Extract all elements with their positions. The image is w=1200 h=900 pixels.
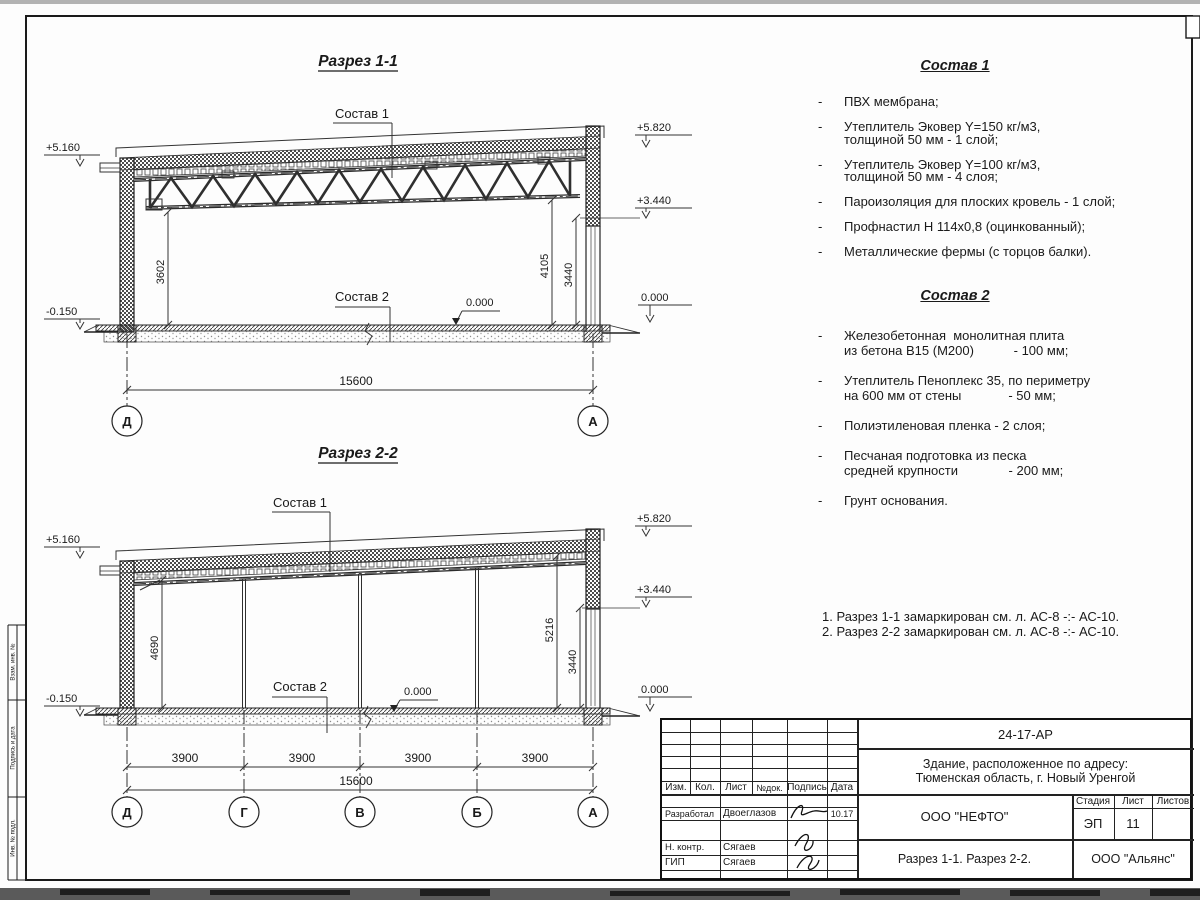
org-name: ООО "НЕФТО" (920, 809, 1009, 824)
s1-axis-left: Д (122, 414, 132, 429)
name-gip: Сягаев (723, 857, 756, 868)
corner-box (1186, 16, 1200, 38)
svg-text:Б: Б (472, 805, 482, 820)
col-list: Лист (725, 782, 747, 793)
s2-sostav1-label: Состав 1 (273, 495, 327, 510)
sheet-label: Лист (1122, 795, 1144, 807)
project-line1: Здание, расположенное по адресу: (922, 757, 1129, 771)
col-doc: №док. (756, 782, 783, 793)
svg-text:0.000: 0.000 (404, 686, 432, 698)
signatures (787, 800, 831, 878)
role-gip: ГИП (665, 857, 685, 868)
role-ncontrol: Н. контр. (665, 842, 705, 853)
project-line2: Тюменская область, г. Новый Уренгой (915, 771, 1136, 785)
left-stamp (8, 625, 26, 880)
svg-text:А: А (588, 805, 598, 820)
title-block (660, 718, 1192, 880)
svg-text:Г: Г (240, 805, 248, 820)
svg-text:3900: 3900 (404, 751, 432, 765)
col-kol: Кол. (695, 782, 715, 793)
name-developer: Двоеглазов (723, 808, 777, 819)
s1-axis-right: А (588, 414, 598, 429)
svg-text:В: В (355, 805, 365, 820)
s1-floor-elevation (452, 297, 500, 325)
stage-label: Стадия (1075, 795, 1111, 807)
list-item: - Утеплитель Пеноплекс 35, по периметру на 600 мм от стены - 50 мм; (818, 373, 1091, 403)
svg-text:+5.820: +5.820 (637, 122, 671, 134)
col-date: Дата (830, 782, 854, 793)
sheets-label: Листов (1156, 795, 1190, 807)
note-1: 1. Разрез 1-1 замаркирован см. л. АС-8 -:- АС-10. (822, 609, 1120, 624)
svg-text:Д: Д (122, 805, 132, 820)
svg-text:3900: 3900 (288, 751, 316, 765)
note-2: 2. Разрез 2-2 замаркирован см. л. АС-8 -:- АС-10. (822, 623, 1120, 639)
name-ncontrol: Сягаев (723, 842, 756, 853)
drawing-title: Разрез 1-1. Разрез 2-2. (897, 851, 1032, 866)
composition1-title: Состав 1 (920, 58, 990, 74)
composition2-list (818, 328, 1190, 523)
s1-sostav1-label: Состав 1 (335, 106, 389, 121)
doc-code: 24-17-АР (998, 726, 1053, 742)
list-item: - Утеплитель Эковер Y=100 кг/м3, толщиной 50 мм - 4 слоя; (818, 156, 1041, 184)
section1-title: Разрез 1-1 (318, 53, 398, 70)
list-item: - Металлические фермы (с торцов балки). (818, 244, 1092, 259)
s2-bottom-dims (112, 710, 608, 827)
sheet-number: 11 (1126, 816, 1140, 831)
svg-text:0.000: 0.000 (641, 684, 669, 696)
svg-text:5216: 5216 (544, 617, 556, 643)
svg-text:+5.160: +5.160 (46, 142, 80, 154)
section-2-2 (44, 445, 692, 827)
list-item: - Полиэтиленовая пленка - 2 слоя; (818, 418, 1046, 433)
composition2-title: Состав 2 (920, 288, 990, 304)
section2-title: Разрез 2-2 (318, 445, 398, 462)
s1-bottom-dims (112, 334, 608, 436)
svg-text:0.000: 0.000 (641, 292, 669, 304)
list-item: - Грунт основания. (818, 493, 948, 508)
company-name: ООО "Альянс" (1091, 851, 1175, 866)
svg-text:-0.150: -0.150 (46, 306, 78, 318)
list-item: - Профнастил Н 114х0,8 (оцинкованный); (818, 219, 1086, 234)
list-item: - ПВХ мембрана; (818, 94, 939, 109)
svg-text:3440: 3440 (567, 649, 579, 675)
stamp-label-inv: Инв. № подл. (10, 819, 17, 857)
list-item: - Утеплитель Эковер Y=150 кг/м3, толщиной 50 мм - 1 слой; (818, 119, 1041, 147)
svg-text:0.000: 0.000 (466, 297, 494, 309)
role-developer: Разработал (665, 808, 714, 819)
s2-sostav2-label: Состав 2 (273, 679, 327, 694)
svg-text:15600: 15600 (339, 374, 373, 388)
stamp-label-vzam: Взам. инв. № (10, 643, 17, 681)
list-item: - Песчаная подготовка из песка средней крупности - 200 мм; (818, 448, 1064, 478)
svg-text:4690: 4690 (149, 635, 161, 661)
composition1-list (818, 96, 1190, 271)
s1-sostav2-label: Состав 2 (335, 289, 389, 304)
svg-text:3602: 3602 (155, 259, 167, 285)
svg-text:-0.150: -0.150 (46, 693, 78, 705)
gutter-bracket (100, 163, 120, 172)
svg-text:+5.820: +5.820 (637, 513, 671, 525)
svg-text:+3.440: +3.440 (637, 584, 671, 596)
svg-text:3440: 3440 (563, 262, 575, 288)
section-1-1 (44, 53, 692, 436)
col-izm: Изм. (665, 782, 687, 793)
svg-text:3900: 3900 (171, 751, 199, 765)
stamp-label-podpis: Подпись и дата (10, 726, 17, 770)
list-item: - Железобетонная монолитная плита из бетона В15 (М200) - 100 мм; (818, 328, 1069, 358)
list-item: - Пароизоляция для плоских кровель - 1 слой; (818, 194, 1116, 209)
col-sign: Подпись (787, 782, 827, 793)
svg-text:+5.160: +5.160 (46, 534, 80, 546)
gutter-bracket-2 (100, 566, 120, 575)
stage-value: ЭП (1083, 816, 1103, 831)
date-developer: 10.17 (830, 808, 854, 819)
svg-text:15600: 15600 (339, 774, 373, 788)
s1-vertical-dims (155, 196, 580, 329)
notes (822, 610, 1119, 639)
svg-text:4105: 4105 (539, 253, 551, 279)
floor-slab-2 (84, 706, 640, 728)
svg-text:+3.440: +3.440 (637, 195, 671, 207)
svg-text:3900: 3900 (521, 751, 549, 765)
